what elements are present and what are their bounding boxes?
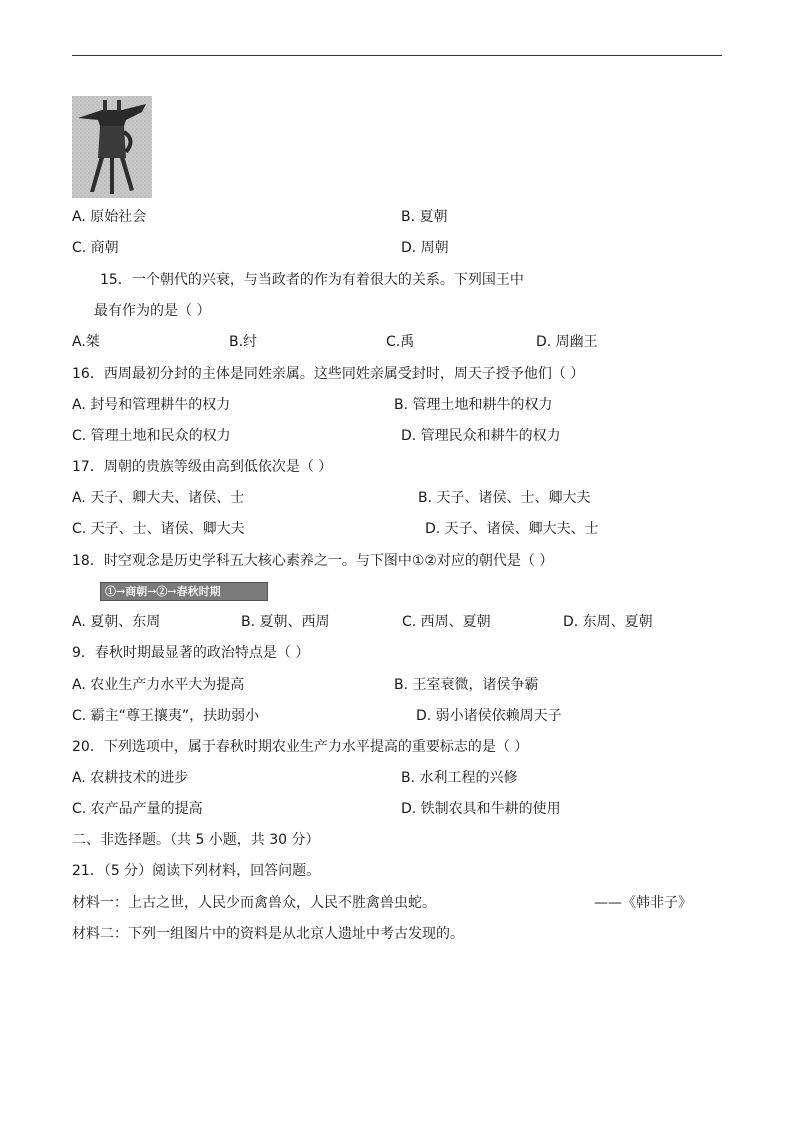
question-21-stem: 21．（5 分）阅读下列材料，回答问题。 bbox=[72, 863, 321, 879]
option-c: C. 商朝 bbox=[72, 240, 119, 256]
bronze-jue-image bbox=[72, 96, 152, 198]
option-a: A. 天子、卿大夫、诸侯、士 bbox=[72, 490, 245, 506]
question-20-stem: 20．下列选项中，属于春秋时期农业生产力水平提高的重要标志的是（ ） bbox=[72, 739, 529, 755]
material-one: 材料一：上古之世，人民少而禽兽众，人民不胜禽兽虫蛇。 bbox=[72, 895, 436, 911]
option-d: D. 弱小诸侯依赖周天子 bbox=[416, 708, 562, 724]
section-heading: 二、非选择题。（共 5 小题，共 30 分） bbox=[72, 832, 320, 848]
question-17-stem: 17．周朝的贵族等级由高到低依次是（ ） bbox=[72, 459, 333, 475]
option-d: D. 周幽王 bbox=[536, 334, 598, 350]
question-19-stem: 9．春秋时期最显著的政治特点是（ ） bbox=[72, 645, 310, 661]
option-c: C. 霸主“尊王攘夷”，扶助弱小 bbox=[72, 708, 260, 724]
question-16-stem: 16．西周最初分封的主体是同姓亲属。这些同姓亲属受封时，周天子授予他们（ ） bbox=[72, 366, 585, 382]
option-c: C. 天子、士、诸侯、卿大夫 bbox=[72, 521, 245, 537]
option-b: B. 夏朝 bbox=[401, 209, 448, 225]
option-b: B. 夏朝、西周 bbox=[241, 614, 330, 630]
option-c: C. 西周、夏朝 bbox=[402, 614, 491, 630]
timeline-figure: ①→商朝→②→春秋时期 bbox=[100, 582, 268, 601]
option-d: D. 周朝 bbox=[401, 240, 449, 256]
question-15-stem-cont: 最有作为的是（ ） bbox=[94, 303, 211, 319]
option-c: C. 管理土地和民众的权力 bbox=[72, 428, 231, 444]
option-d: D. 东周、夏朝 bbox=[563, 614, 653, 630]
option-a: A. 夏朝、东周 bbox=[72, 614, 161, 630]
option-d: D. 天子、诸侯、卿大夫、士 bbox=[425, 521, 599, 537]
option-a: A.桀 bbox=[72, 334, 100, 350]
material-two: 材料二：下列一组图片中的资料是从北京人遗址中考古发现的。 bbox=[72, 926, 464, 942]
option-b: B. 水利工程的兴修 bbox=[401, 770, 518, 786]
question-18-stem: 18．时空观念是历史学科五大核心素养之一。与下图中①②对应的朝代是（ ） bbox=[72, 553, 554, 569]
option-a: A. 封号和管理耕牛的权力 bbox=[72, 397, 231, 413]
header-rule bbox=[72, 55, 722, 56]
option-a: A. 农业生产力水平大为提高 bbox=[72, 677, 245, 693]
option-b: B. 王室衰微，诸侯争霸 bbox=[394, 677, 539, 693]
question-15-stem: 15．一个朝代的兴衰，与当政者的作为有着很大的关系。下列国王中 bbox=[100, 272, 524, 288]
option-a: A. 农耕技术的进步 bbox=[72, 770, 189, 786]
option-b: B. 管理土地和耕牛的权力 bbox=[394, 397, 553, 413]
option-b: B. 天子、诸侯、士、卿大夫 bbox=[418, 490, 591, 506]
option-a: A. 原始社会 bbox=[72, 209, 147, 225]
option-c: C. 农产品产量的提高 bbox=[72, 801, 203, 817]
option-b: B.纣 bbox=[229, 334, 258, 350]
option-d: D. 铁制农具和牛耕的使用 bbox=[401, 801, 561, 817]
material-one-source: ——《韩非子》 bbox=[594, 895, 692, 911]
option-d: D. 管理民众和耕牛的权力 bbox=[401, 428, 561, 444]
option-c: C.禹 bbox=[386, 334, 415, 350]
